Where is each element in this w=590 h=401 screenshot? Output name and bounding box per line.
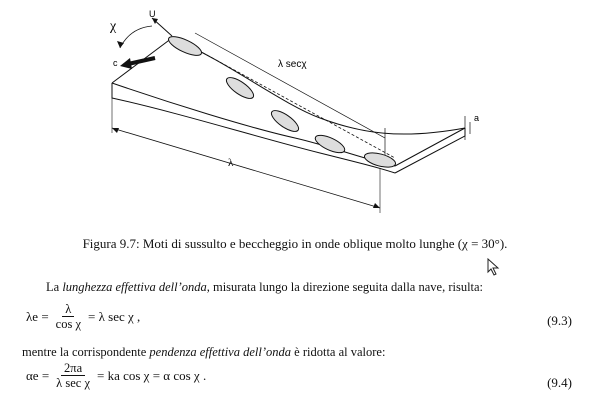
lambda-sec-chi-label: λ secχ — [278, 59, 307, 70]
paragraph-effective-length: La lunghezza effettiva dell’onda, misurata lungo la direzione seguita dalla nave, risulta: — [46, 280, 484, 294]
mouse-cursor-icon — [487, 258, 501, 276]
amplitude-label: a — [474, 113, 480, 123]
ship-3 — [268, 107, 301, 135]
fraction: $\frac{2\pi a}{\text{λ sec χ}}$ — [56, 361, 90, 390]
wave-ship-figure — [60, 8, 500, 223]
term-effective-length: lunghezza effettiva dell’onda — [62, 280, 207, 294]
wave-top-crest — [172, 38, 465, 134]
ship-5 — [363, 150, 397, 170]
lambda-dimension-line — [112, 128, 380, 208]
chi-label: χ — [110, 19, 117, 34]
lambda-label: λ — [228, 157, 234, 169]
paragraph-effective-slope: mentre la corrispondente pendenza effettiva dell’onda è ridotta al valore: — [22, 345, 386, 359]
ship-1 — [166, 33, 204, 59]
u-label: U — [149, 9, 156, 19]
equation-9-4: αe = $\frac{2\pi a}{\text{λ sec χ}}$ = ka cos χ = α cos χ . — [26, 361, 207, 390]
wave-direction-arrow — [128, 58, 155, 64]
c-label: c — [113, 58, 118, 68]
figure-caption: Figura 9.7: Moti di sussulto e beccheggio in onde oblique molto lunghe (χ = 30°). — [82, 236, 508, 251]
wave-right-side — [395, 128, 465, 173]
equation-number-9-3: (9.3) — [547, 313, 572, 328]
chi-arc — [120, 26, 152, 48]
equation-number-9-4: (9.4) — [547, 375, 572, 390]
ship-2 — [223, 74, 256, 102]
fraction: $\frac{\lambda}{\text{cos χ}}$ — [55, 302, 81, 331]
term-effective-slope: pendenza effettiva dell’onda — [149, 345, 292, 359]
equation-9-3: λe = $\frac{\lambda}{\text{cos χ}}$ = λ sec χ , — [26, 302, 141, 331]
